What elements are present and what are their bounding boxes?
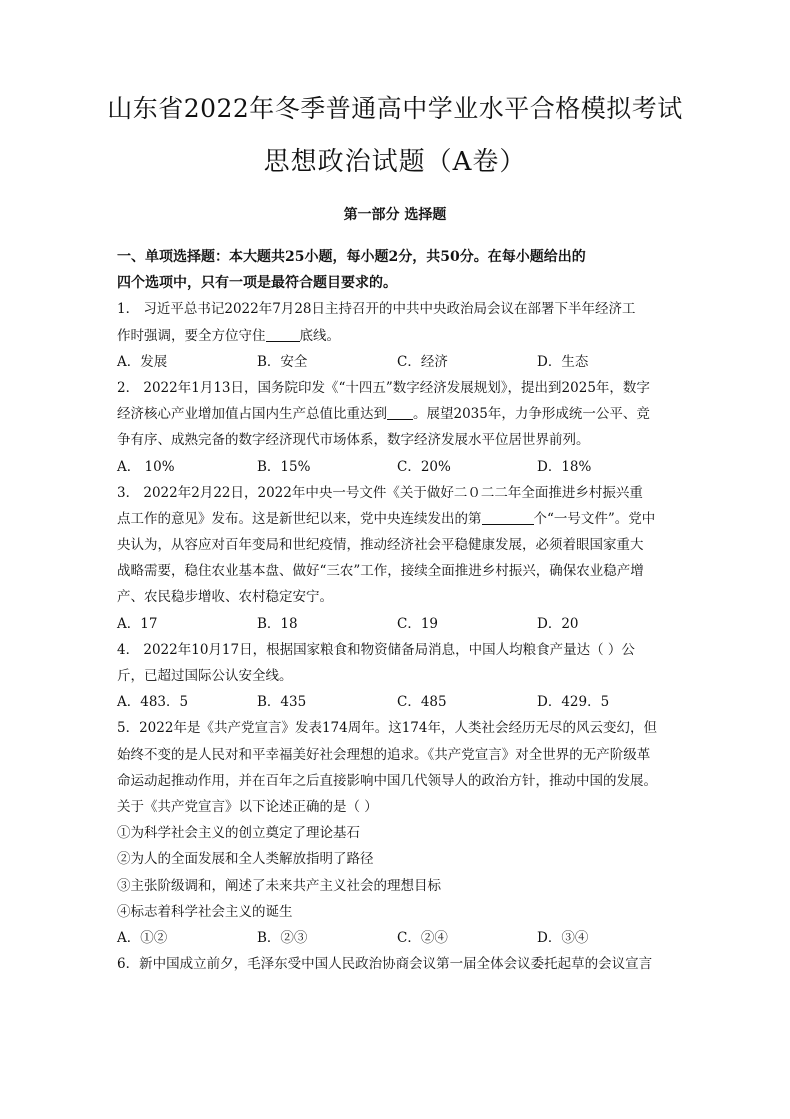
option-d: D．生态 bbox=[537, 353, 589, 370]
statement-4: ④标志着科学社会主义的诞生 bbox=[117, 903, 293, 920]
option-d: D．③④ bbox=[537, 929, 589, 946]
exam-title: 山东省2022年冬季普通高中学业水平合格模拟考试 bbox=[107, 94, 683, 123]
section-instruction: 一、单项选择题：本大题共25小题，每小题2分，共50分。在每小题给出的 bbox=[117, 249, 586, 265]
option-c: C．485 bbox=[397, 694, 447, 711]
option-c: C．20% bbox=[397, 458, 451, 475]
section-instruction: 四个选项中，只有一项是最符合题目要求的。 bbox=[117, 275, 397, 292]
exam-subtitle: 思想政治试题（A卷） bbox=[263, 147, 527, 177]
question-4 bbox=[117, 637, 677, 716]
part-heading: 第一部分 选择题 bbox=[343, 207, 447, 223]
option-c: C．19 bbox=[397, 615, 439, 632]
question-options bbox=[117, 611, 677, 637]
option-b: B．18 bbox=[257, 615, 298, 632]
question-text: 关于《共产党宣言》以下论述正确的是（ ） bbox=[117, 798, 378, 815]
answer-blank bbox=[482, 510, 534, 525]
option-c: C．②④ bbox=[397, 929, 448, 946]
option-c: C．经济 bbox=[397, 353, 448, 370]
question-options bbox=[117, 454, 677, 480]
option-b: B．②③ bbox=[257, 929, 308, 946]
option-d: D．429．5 bbox=[537, 694, 610, 711]
option-b: B．15% bbox=[257, 458, 311, 475]
option-a: A．483．5 bbox=[117, 694, 189, 711]
question-text: 3． 2022年2月22日，2022年中央一号文件《关于做好二０二二年全面推进乡村振兴重 bbox=[117, 484, 643, 501]
question-text: 经济核心产业增加值占国内生产总值比重达到 。展望2035年，力争形成统一公平、竞 bbox=[117, 406, 650, 423]
question-2 bbox=[117, 375, 677, 480]
question-5 bbox=[117, 715, 677, 951]
option-a: A．①② bbox=[117, 929, 168, 946]
option-b: B．435 bbox=[257, 694, 307, 711]
question-6 bbox=[117, 951, 677, 977]
option-a: A．发展 bbox=[117, 353, 168, 370]
option-d: D．20 bbox=[537, 615, 579, 632]
question-options bbox=[117, 689, 677, 715]
question-1 bbox=[117, 296, 677, 375]
answer-blank bbox=[266, 327, 300, 342]
question-text: 央认为，从容应对百年变局和世纪疫情，推动经济社会平稳健康发展，必须着眼国家重大 bbox=[117, 537, 644, 554]
question-body bbox=[117, 244, 677, 977]
option-a: A． 10% bbox=[117, 458, 175, 475]
question-text: 战略需要，稳住农业基本盘、做好“三农”工作，接续全面推进乡村振兴，确保农业稳产增 bbox=[117, 563, 644, 580]
question-text: 争有序、成熟完备的数字经济现代市场体系，数字经济发展水平位居世界前列。 bbox=[117, 432, 590, 449]
question-options bbox=[117, 925, 677, 951]
question-text: 4． 2022年10月17日，根据国家粮食和物资储备局消息，中国人均粮食产量达（ ）公 bbox=[117, 641, 635, 658]
question-text: 2． 2022年1月13日，国务院印发《“十四五”数字经济发展规划》，提出到2025年，数字 bbox=[117, 379, 650, 396]
question-options bbox=[117, 349, 677, 375]
statement-3: ③主张阶级调和，阐述了未来共产主义社会的理想目标 bbox=[117, 877, 441, 894]
question-text: 1． 习近平总书记2022年7月28日主持召开的中共中央政治局会议在部署下半年经济工 bbox=[117, 301, 636, 318]
answer-blank bbox=[387, 405, 413, 420]
question-text: 命运动起推动作用，并在百年之后直接影响中国几代领导人的政治方针，推动中国的发展。 bbox=[117, 772, 657, 789]
statement-1: ①为科学社会主义的创立奠定了理论基石 bbox=[117, 825, 360, 842]
question-text: 作时强调，要全方位守住 底线。 bbox=[117, 327, 340, 344]
statement-2: ②为人的全面发展和全人类解放指明了路径 bbox=[117, 851, 374, 868]
option-b: B．安全 bbox=[257, 353, 308, 370]
question-3 bbox=[117, 480, 677, 637]
question-text: 5．2022年是《共产党宣言》发表174周年。这174年，人类社会经历无尽的风云变幻，但 bbox=[117, 720, 657, 737]
option-a: A．17 bbox=[117, 615, 158, 632]
option-d: D．18% bbox=[537, 458, 592, 475]
question-text: 6．新中国成立前夕，毛泽东受中国人民政治协商会议第一届全体会议委托起草的会议宣言 bbox=[117, 956, 653, 973]
question-text: 斤，已超过国际公认安全线。 bbox=[117, 668, 293, 684]
question-text: 点工作的意见》发布。这是新世纪以来，党中央连续发出的第 个“一号文件”。党中 bbox=[117, 510, 656, 527]
question-text: 始终不变的是人民对和平幸福美好社会理想的追求。《共产党宣言》对全世界的无产阶级革 bbox=[117, 746, 651, 763]
question-text: 产、农民稳步增收、农村稳定安宁。 bbox=[117, 589, 333, 606]
